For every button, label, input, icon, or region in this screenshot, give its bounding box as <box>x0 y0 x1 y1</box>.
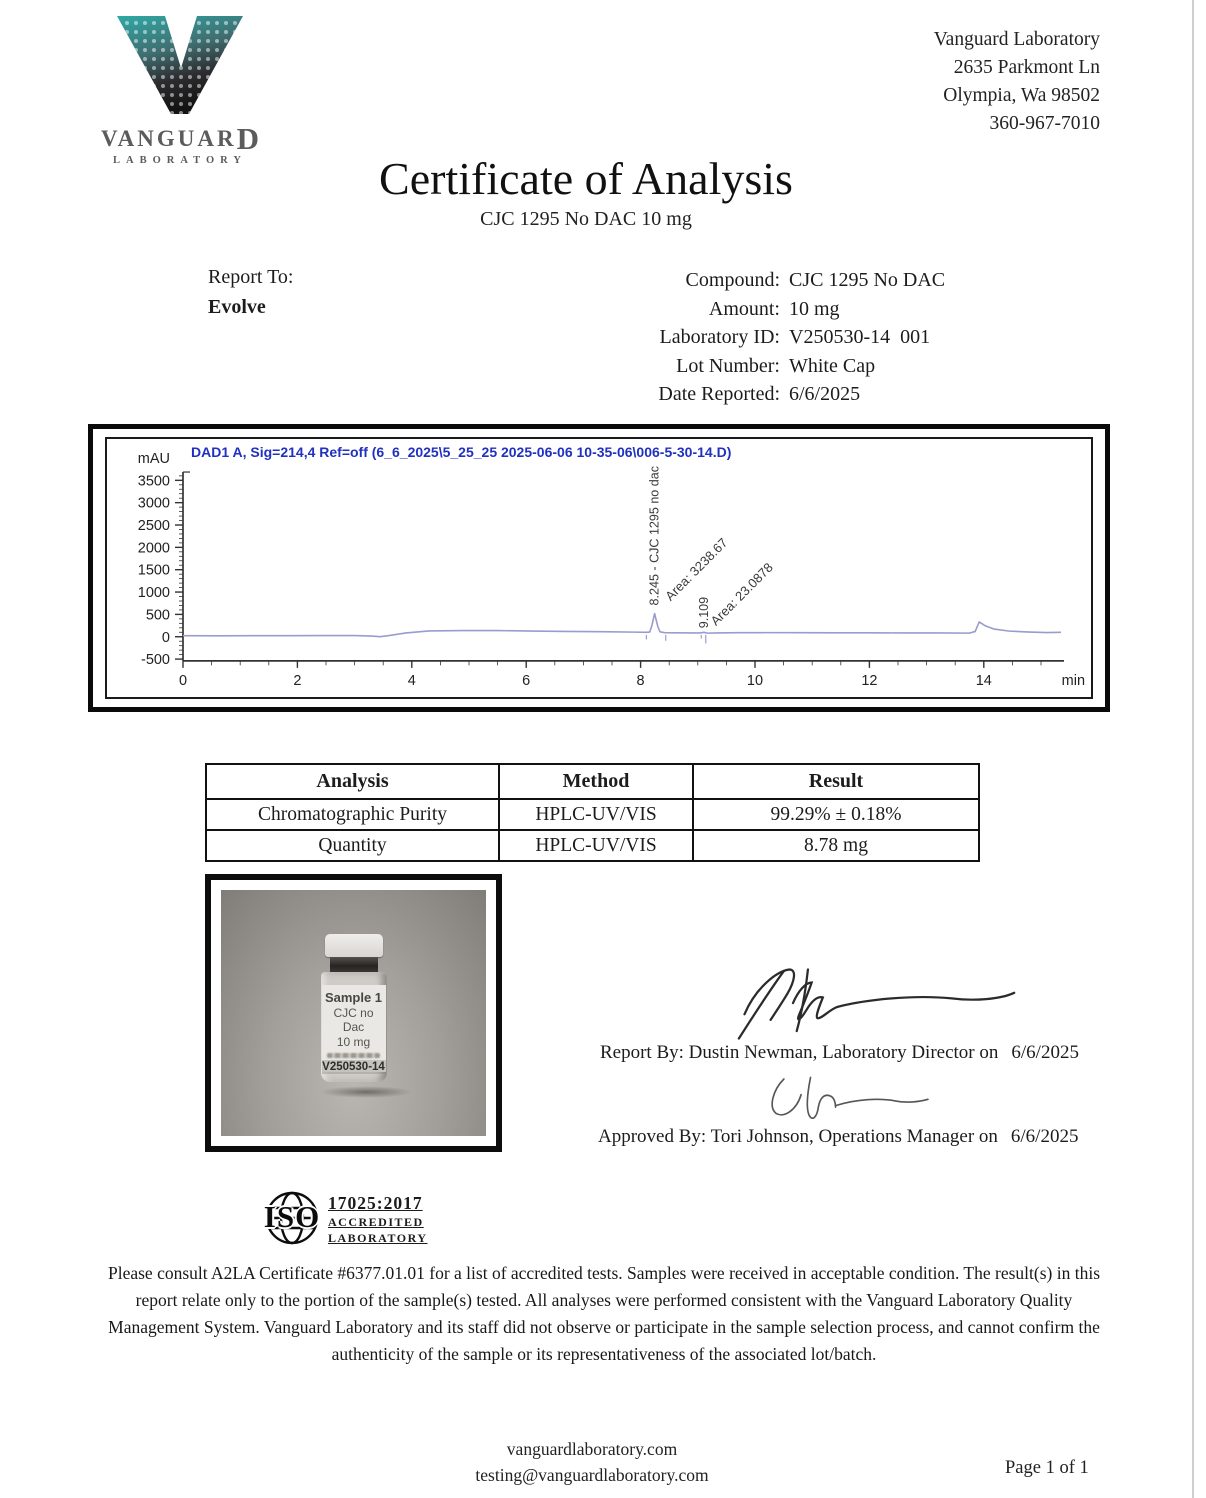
address-line: Vanguard Laboratory <box>933 29 1100 50</box>
iso-text-block <box>328 1190 427 1246</box>
vanguard-logo <box>95 10 265 167</box>
page-number: Page 1 of 1 <box>1005 1458 1089 1478</box>
field-value: 10 mg <box>789 297 840 320</box>
vial-label-line: Sample 1 <box>324 990 383 1005</box>
field-value: CJC 1295 No DAC <box>789 269 946 291</box>
cell-analysis: Quantity <box>206 830 499 861</box>
lab-address <box>934 26 1100 138</box>
iso-label: ISO <box>263 1199 321 1234</box>
svg-text:6: 6 <box>522 672 531 689</box>
cell-result: 8.78 mg <box>693 830 979 861</box>
vial-shadow <box>320 1086 412 1098</box>
approved-by-line <box>598 1126 1078 1148</box>
vial-label-line: V250530-14 <box>322 1061 385 1073</box>
table-row <box>206 830 979 861</box>
svg-text:0: 0 <box>161 629 170 646</box>
svg-text:Area: 23.0878: Area: 23.0878 <box>707 559 776 629</box>
svg-text:Area: 3238.67: Area: 3238.67 <box>662 534 731 604</box>
report-to-label: Report To: <box>208 266 294 288</box>
svg-text:12: 12 <box>861 672 878 689</box>
approved-by-date: 6/6/2025 <box>1010 1126 1079 1147</box>
vial <box>320 934 388 1098</box>
field-value: White Cap <box>789 354 876 377</box>
info-row-amount <box>380 295 980 324</box>
address-line: 2635 Parkmont Ln <box>953 57 1100 78</box>
address-line: Olympia, Wa 98502 <box>943 85 1100 106</box>
logo-wordmark <box>95 123 265 154</box>
svg-text:3500: 3500 <box>137 473 170 490</box>
info-row-compound <box>380 266 980 295</box>
svg-text:1500: 1500 <box>137 562 170 579</box>
field-value: 6/6/2025 <box>789 383 861 406</box>
svg-text:2500: 2500 <box>137 518 170 535</box>
scan-artifact-line <box>1192 0 1194 1498</box>
results-table <box>205 763 980 862</box>
results-table-wrap <box>205 763 980 862</box>
column-header-analysis: Analysis <box>206 764 499 799</box>
svg-text:500: 500 <box>145 607 170 624</box>
column-header-method: Method <box>499 764 693 799</box>
iso-laboratory: LABORATORY <box>328 1231 428 1245</box>
info-row-laboratory-id <box>380 323 980 352</box>
sample-info-fields <box>380 266 980 409</box>
logo-v-icon <box>105 10 255 116</box>
vial-cap <box>325 934 383 957</box>
report-by-text: Report By: Dustin Newman, Laboratory Director on <box>600 1042 999 1063</box>
svg-text:mAU: mAU <box>137 451 170 468</box>
field-label: Date Reported: <box>658 383 780 406</box>
report-by-date: 6/6/2025 <box>1011 1042 1079 1063</box>
table-row <box>206 799 979 830</box>
svg-text:9.109: 9.109 <box>697 596 712 629</box>
approved-by-text: Approved By: Tori Johnson, Operations Manager on <box>598 1126 998 1147</box>
info-row-lot-number <box>380 352 980 381</box>
page-subtitle: CJC 1295 No DAC 10 mg <box>480 208 692 230</box>
vial-photo-frame <box>205 874 502 1152</box>
svg-text:14: 14 <box>975 672 992 689</box>
cell-analysis: Chromatographic Purity <box>206 799 499 830</box>
logo-word-main: VANGUAR <box>101 126 237 151</box>
vial-label-line: 10 mg <box>336 1035 371 1049</box>
field-label: Lot Number: <box>676 354 780 377</box>
svg-text:8: 8 <box>636 672 645 689</box>
svg-text:1000: 1000 <box>137 585 170 602</box>
svg-text:10: 10 <box>746 672 764 689</box>
field-value: V250530-14 001 <box>789 326 931 349</box>
disclaimer-text: Please consult A2LA Certificate #6377.01.01 for a list of accredited tests. Samples were received in acceptable condition. The result(s) in this report relate only to the portion of the sample(s) tested. All analyses were performed consistent with the Vanguard Laboratory Quality Management System. Vanguard Laboratory and its staff did not observe or participate in the sample selection process, and cannot confirm the authenticity of the sample or its representativeness of the associated lot/batch. <box>107 1263 1101 1365</box>
svg-text:2: 2 <box>293 672 302 689</box>
field-label: Compound: <box>685 269 780 291</box>
cell-result: 99.29% ± 0.18% <box>693 799 979 830</box>
iso-accreditation-badge <box>264 1190 427 1246</box>
chromatogram-panel <box>88 424 1110 712</box>
svg-text:0: 0 <box>178 672 188 689</box>
svg-text:3000: 3000 <box>137 495 170 512</box>
field-label: Laboratory ID: <box>659 326 780 349</box>
info-row-date-reported <box>380 380 980 409</box>
iso-standard: 17025:2017 <box>328 1193 423 1213</box>
logo-word-d: D <box>236 121 259 156</box>
vial-label-line: CJC no Dac <box>333 1006 374 1034</box>
vial-label <box>322 985 386 1072</box>
column-header-result: Result <box>693 764 979 799</box>
footer-email: testing@vanguardlaboratory.com <box>475 1465 709 1485</box>
chromatogram-frame <box>105 437 1093 699</box>
vial-label-fineprint <box>327 1053 379 1058</box>
report-to-value: Evolve <box>208 296 266 318</box>
chromatogram-title: DAD1 A, Sig=214,4 Ref=off (6_6_2025\5_25_25 2025-06-06 10-35-06\006-5-30-14.D) <box>191 444 732 460</box>
signature-tori-johnson <box>762 1068 942 1126</box>
iso-accredited: ACCREDITED <box>328 1215 424 1229</box>
svg-text:2000: 2000 <box>137 540 170 557</box>
vial-body <box>321 972 387 1082</box>
table-header-row <box>206 764 979 799</box>
report-by-line <box>600 1042 1079 1064</box>
logo-subword: LABORATORY <box>113 155 247 166</box>
vial-photo <box>221 890 486 1136</box>
svg-text:-500: -500 <box>141 652 170 669</box>
page-title: Certificate of Analysis <box>379 153 793 204</box>
cell-method: HPLC-UV/VIS <box>499 830 693 861</box>
field-label: Amount: <box>708 297 780 320</box>
signature-dustin-newman <box>718 962 1036 1046</box>
cell-method: HPLC-UV/VIS <box>499 799 693 830</box>
svg-text:4: 4 <box>407 672 416 689</box>
address-line: 360-967-7010 <box>989 113 1100 134</box>
footer-website: vanguardlaboratory.com <box>506 1439 678 1459</box>
vial-crimp <box>330 957 378 972</box>
iso-globe-icon <box>264 1190 320 1246</box>
svg-text:8.245 - CJC 1295 no dac: 8.245 - CJC 1295 no dac <box>647 466 662 606</box>
svg-text:min: min <box>1061 672 1085 689</box>
